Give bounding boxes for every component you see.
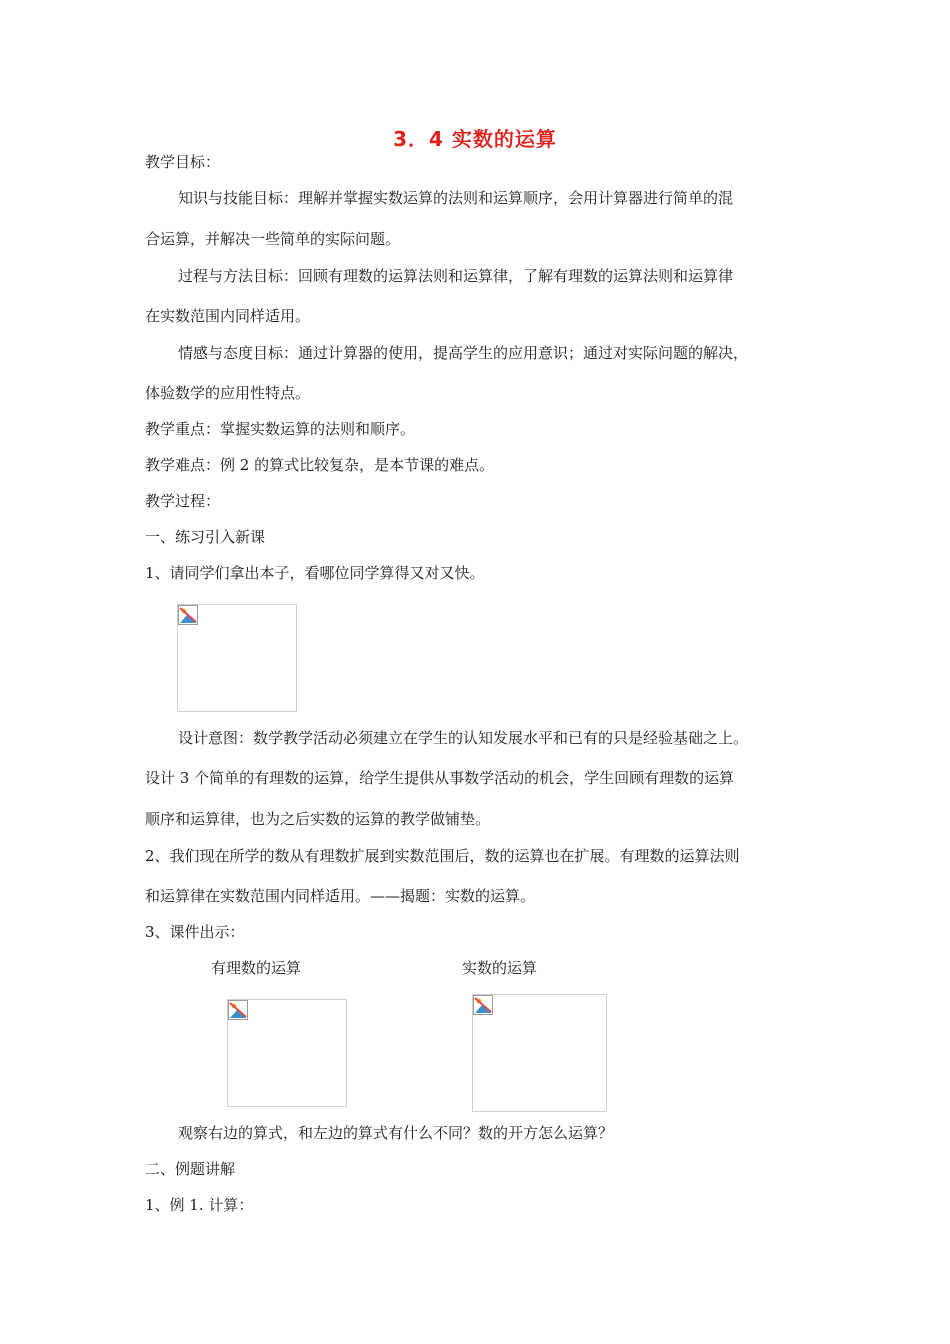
process-heading: 教学过程： bbox=[145, 492, 221, 510]
real-operations-label: 实数的运算 bbox=[462, 959, 538, 977]
section-2-heading: 二、例题讲解 bbox=[145, 1160, 236, 1178]
item-2-line-1: 2、我们现在所学的数从有理数扩展到实数范围后，数的运算也在扩展。有理数的运算法则 bbox=[145, 847, 740, 865]
design-intent-line-1: 设计意图：数学教学活动必须建立在学生的认知发展水平和已有的只是经验基础之上。 bbox=[178, 729, 749, 747]
design-intent-line-2: 设计 3 个简单的有理数的运算，给学生提供从事数学活动的机会，学生回顾有理数的运算 bbox=[145, 769, 735, 787]
broken-image-icon bbox=[178, 605, 198, 625]
goal-knowledge-line-1: 知识与技能目标：理解并掌握实数运算的法则和运算顺序，会用计算器进行简单的混 bbox=[178, 189, 734, 207]
item-2-line-2: 和运算律在实数范围内同样适用。——揭题：实数的运算。 bbox=[145, 887, 536, 905]
goal-process-line-1: 过程与方法目标：回顾有理数的运算法则和运算律，了解有理数的运算法则和运算律 bbox=[178, 267, 734, 285]
observe-question: 观察右边的算式，和左边的算式有什么不同？数的开方怎么运算？ bbox=[178, 1124, 614, 1142]
exercise-image bbox=[177, 604, 297, 712]
example-1: 1、例 1. 计算： bbox=[145, 1196, 254, 1214]
item-3: 3、课件出示： bbox=[145, 923, 245, 941]
goal-process-line-2: 在实数范围内同样适用。 bbox=[145, 307, 311, 325]
goal-knowledge-line-2: 合运算，并解决一些简单的实际问题。 bbox=[145, 230, 401, 248]
broken-image-icon bbox=[473, 995, 493, 1015]
key-point: 教学重点：掌握实数运算的法则和顺序。 bbox=[145, 420, 416, 438]
document-title: 3．4 实数的运算 bbox=[393, 127, 557, 151]
real-operations-image bbox=[472, 994, 607, 1112]
goal-attitude-line-1: 情感与态度目标：通过计算器的使用，提高学生的应用意识；通过对实际问题的解决， bbox=[178, 344, 749, 362]
rational-operations-label: 有理数的运算 bbox=[211, 959, 302, 977]
rational-operations-image bbox=[227, 999, 347, 1107]
item-1: 1、请同学们拿出本子，看哪位同学算得又对又快。 bbox=[145, 564, 485, 582]
design-intent-line-3: 顺序和运算律，也为之后实数的运算的教学做铺垫。 bbox=[145, 810, 491, 828]
section-1-heading: 一、练习引入新课 bbox=[145, 528, 266, 546]
goals-heading: 教学目标： bbox=[145, 153, 221, 171]
broken-image-icon bbox=[228, 1000, 248, 1020]
goal-attitude-line-2: 体验数学的应用性特点。 bbox=[145, 384, 311, 402]
difficulty: 教学难点：例 2 的算式比较复杂，是本节课的难点。 bbox=[145, 456, 495, 474]
